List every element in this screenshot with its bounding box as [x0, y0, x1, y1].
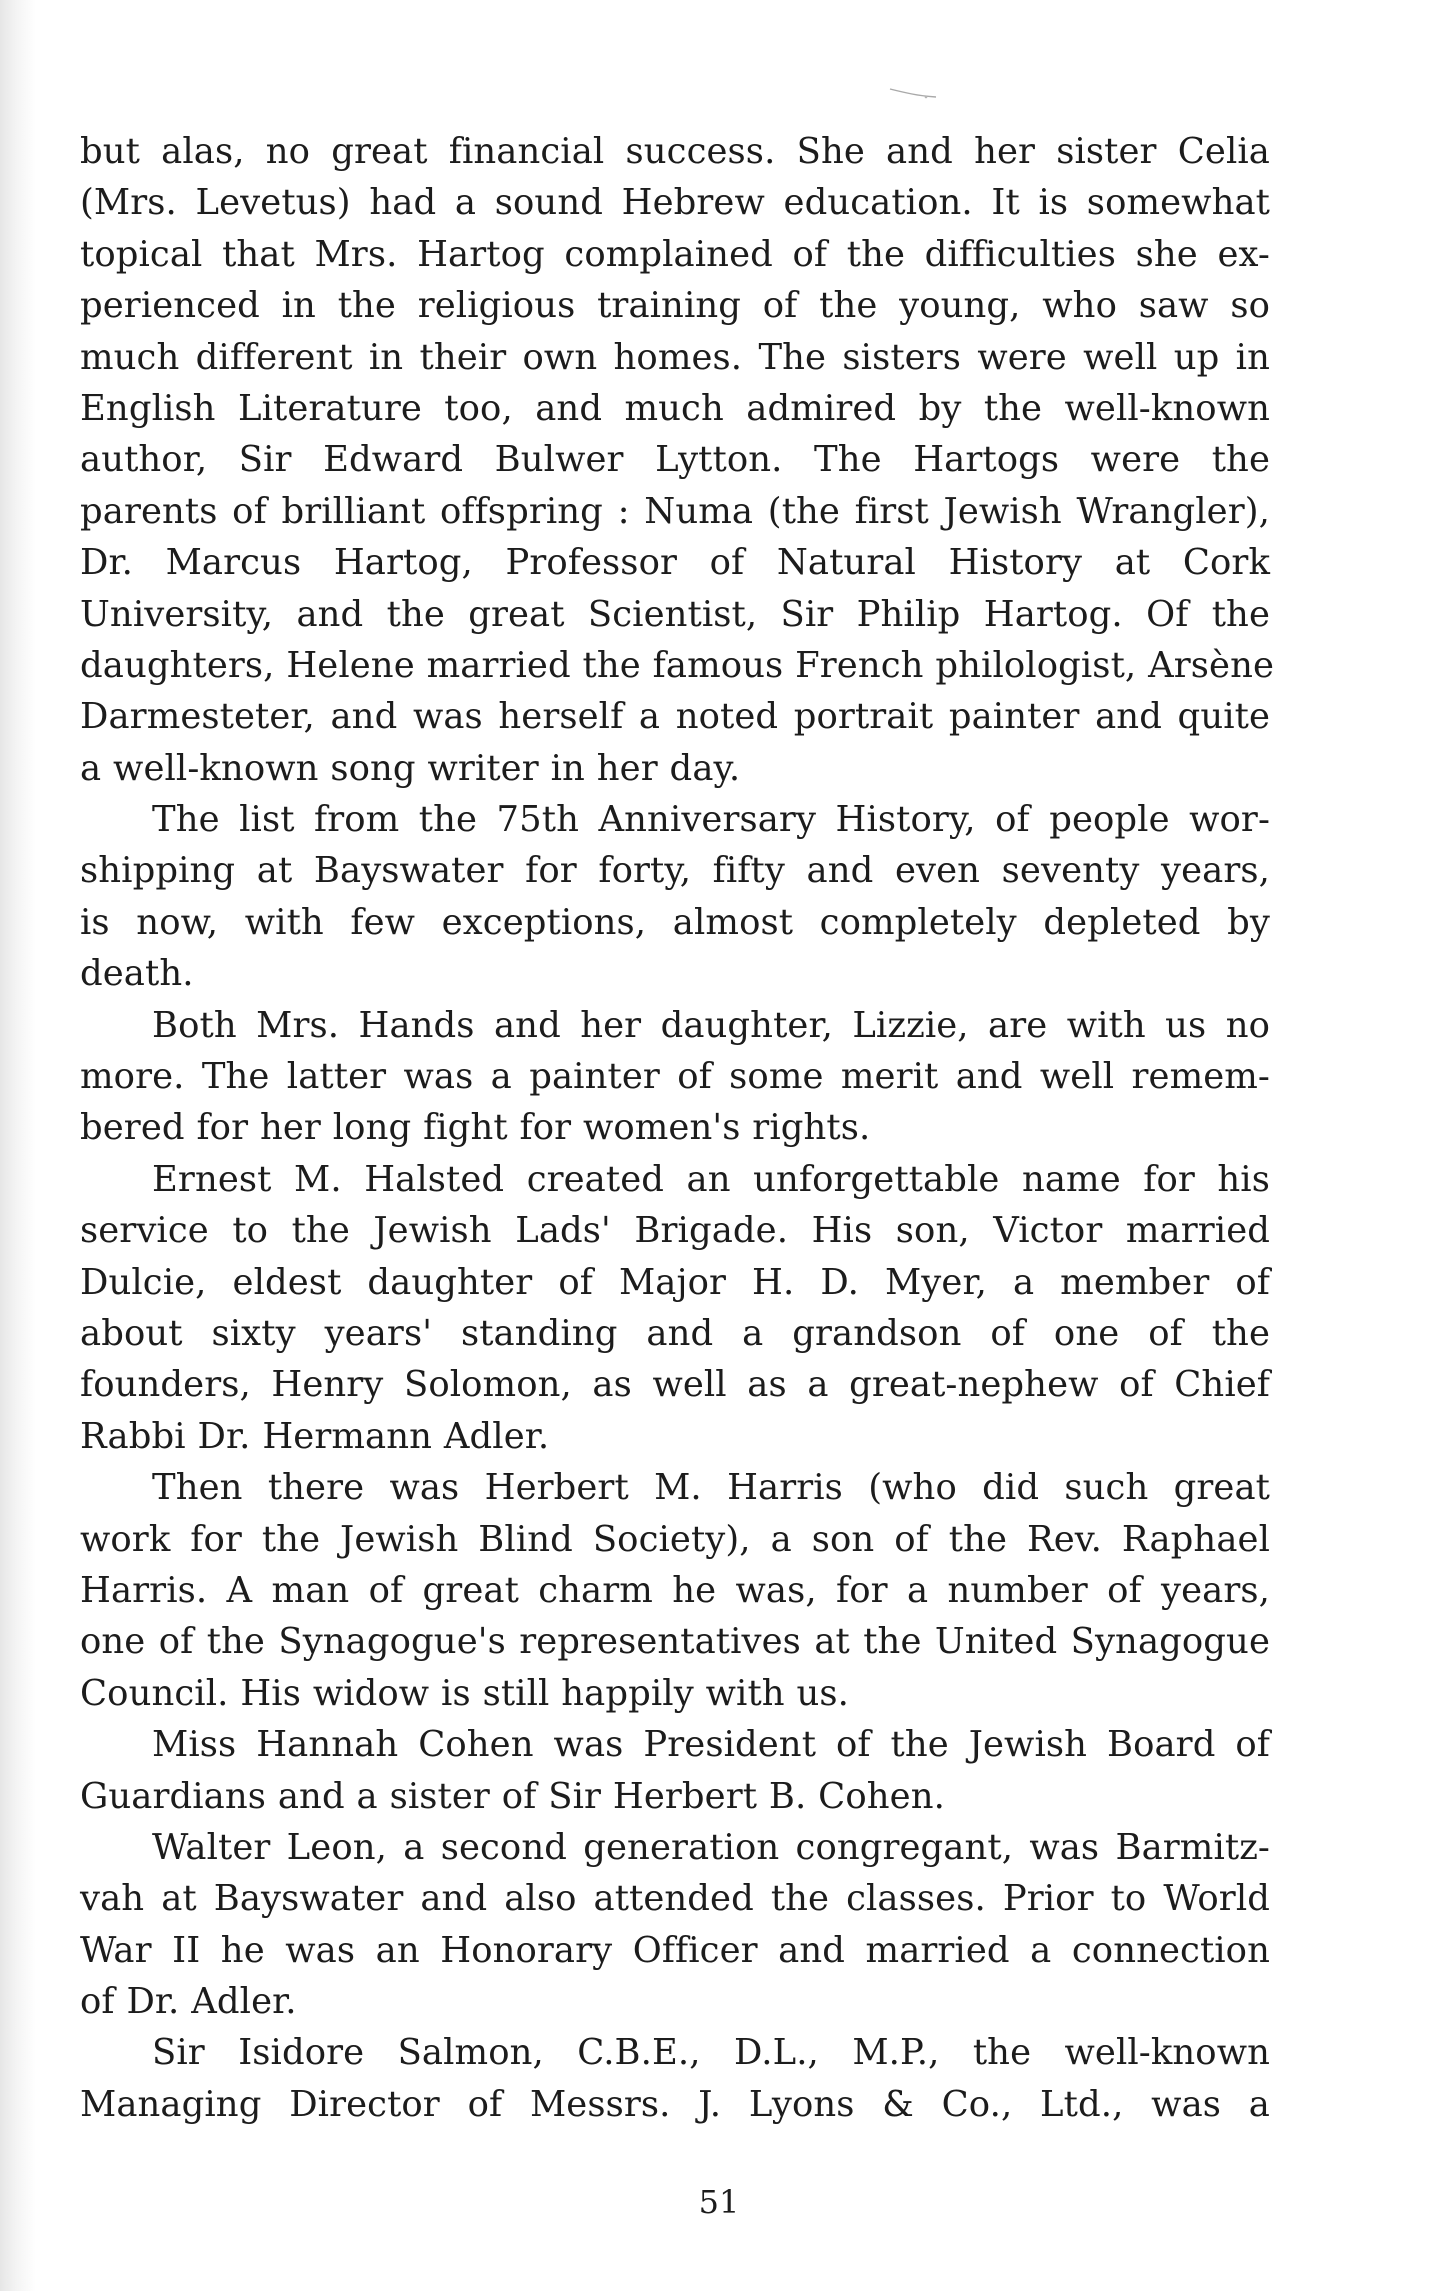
text-line: vah at Bayswater and also attended the classes. Prior to World: [80, 1878, 1270, 1920]
text-line: Dulcie, eldest daughter of Major H. D. Myer, a member of: [80, 1261, 1270, 1303]
paragraph-first-line: Ernest M. Halsted created an unforgettable name for his: [152, 1158, 1270, 1200]
text-line: service to the Jewish Lads' Brigade. His son, Victor married: [80, 1210, 1270, 1252]
text-line: Darmesteter, and was herself a noted portrait painter and quite: [80, 696, 1270, 738]
text-line: one of the Synagogue's representatives at the United Synagogue: [80, 1621, 1270, 1663]
binding-gutter-shadow: [0, 0, 36, 2291]
text-line: about sixty years' standing and a grandson of one of the: [80, 1312, 1270, 1354]
scan-speck-mark: [888, 86, 940, 100]
text-line: University, and the great Scientist, Sir Philip Hartog. Of the: [80, 593, 1270, 635]
text-line: Council. His widow is still happily with us.: [80, 1672, 850, 1714]
text-line: parents of brilliant offspring : Numa (the first Jewish Wrangler),: [80, 490, 1270, 532]
text-line: author, Sir Edward Bulwer Lytton. The Hartogs were the: [80, 439, 1270, 481]
paragraph-first-line: Walter Leon, a second generation congregant, was Barmitz-: [152, 1826, 1270, 1868]
text-line: but alas, no great financial success. She and her sister Celia: [80, 131, 1270, 172]
body-text: [80, 126, 1275, 2130]
text-line: bered for her long fight for women's rights.: [80, 1107, 871, 1149]
text-line: Guardians and a sister of Sir Herbert B. Cohen.: [80, 1775, 945, 1817]
text-line: War II he was an Honorary Officer and married a connection: [80, 1929, 1270, 1971]
text-line: Dr. Marcus Hartog, Professor of Natural History at Cork: [80, 542, 1270, 584]
text-line: work for the Jewish Blind Society), a son of the Rev. Raphael: [80, 1518, 1270, 1560]
text-line: (Mrs. Levetus) had a sound Hebrew education. It is somewhat: [80, 182, 1270, 224]
paragraph-first-line: Both Mrs. Hands and her daughter, Lizzie, are with us no: [152, 1004, 1270, 1046]
text-line: shipping at Bayswater for forty, fifty and even seventy years,: [80, 850, 1270, 892]
paragraph-first-line: Miss Hannah Cohen was President of the Jewish Board of: [152, 1724, 1270, 1766]
text-line: of Dr. Adler.: [80, 1981, 297, 2023]
text-line: Managing Director of Messrs. J. Lyons & Co., Ltd., was a: [80, 2083, 1270, 2125]
text-line: much different in their own homes. The sisters were well up in: [80, 336, 1270, 378]
text-line: perienced in the religious training of the young, who saw so: [80, 285, 1270, 327]
paragraph-first-line: The list from the 75th Anniversary History, of people wor-: [152, 799, 1270, 841]
text-line: founders, Henry Solomon, as well as a great-nephew of Chief: [80, 1364, 1270, 1406]
text-line: Rabbi Dr. Hermann Adler.: [80, 1415, 550, 1457]
text-line: is now, with few exceptions, almost completely depleted by: [80, 901, 1270, 943]
text-line: daughters, Helene married the famous French philologist, Arsène: [80, 644, 1275, 686]
paragraph-first-line: Sir Isidore Salmon, C.B.E., D.L., M.P., the well-known: [152, 2032, 1270, 2074]
text-line: death.: [80, 953, 194, 995]
page-number: 51: [698, 2183, 740, 2221]
text-line: Harris. A man of great charm he was, for a number of years,: [80, 1569, 1270, 1611]
text-line: a well-known song writer in her day.: [80, 747, 741, 789]
text-line: topical that Mrs. Hartog complained of the difficulties she ex-: [80, 233, 1270, 275]
text-line: more. The latter was a painter of some merit and well remem-: [80, 1056, 1270, 1098]
paragraph-first-line: Then there was Herbert M. Harris (who did such great: [152, 1467, 1270, 1509]
text-line: English Literature too, and much admired by the well-known: [80, 387, 1270, 429]
